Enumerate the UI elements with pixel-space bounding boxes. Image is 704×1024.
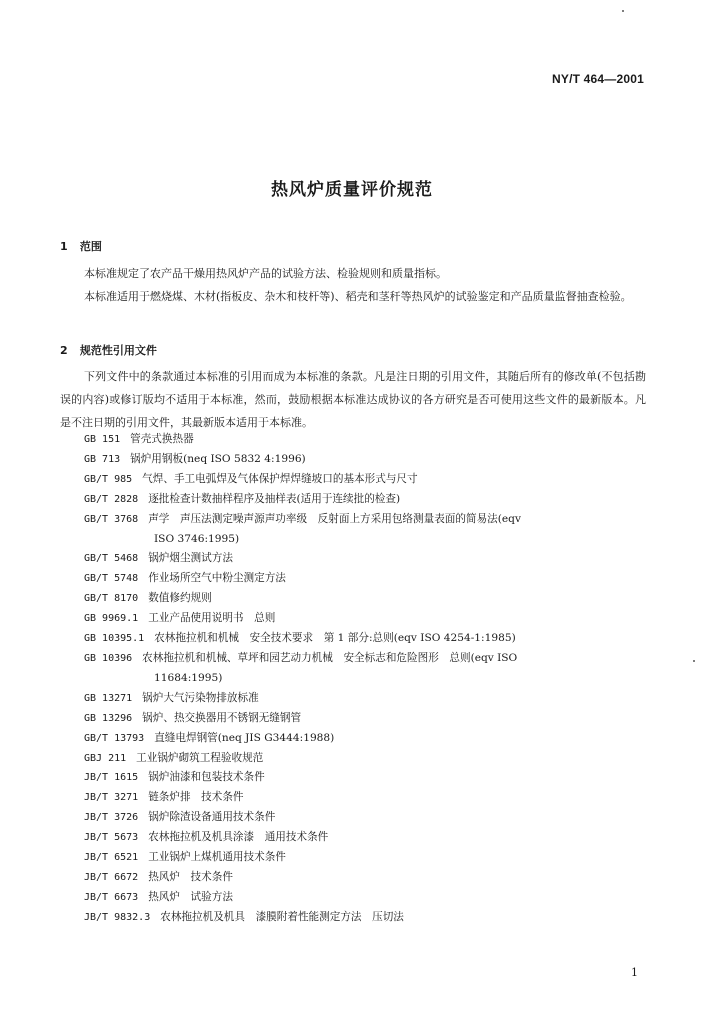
reference-item (84, 848, 650, 868)
reference-continuation: 11684:1995) (154, 671, 223, 684)
paragraph: 下列文件中的条款通过本标准的引用而成为本标准的条款。凡是注日期的引用文件，其随后所有的修改单(不包括勘误的内容)或修订版均不适用于本标准，然而，鼓励根据本标准达成协议的各方研究是否可使用这些文件的最新版本。凡是不注日期的引用文件，其最新版本适用于本标准。 (60, 370, 646, 429)
reference-code: GB/T 8170 (84, 593, 139, 605)
reference-code: JB/T 3726 (84, 812, 139, 824)
reference-code: GB 13271 (84, 692, 133, 704)
reference-item (84, 709, 650, 729)
reference-title: 管壳式换热器 (130, 433, 194, 445)
reference-item (84, 868, 650, 888)
reference-item (84, 450, 650, 470)
reference-code: GB 10395.1 (84, 633, 145, 645)
reference-title: 工业锅炉上煤机通用技术条件 (148, 851, 286, 864)
reference-code: GB 9969.1 (84, 613, 139, 625)
scan-speck (622, 10, 624, 12)
reference-code: GB 13296 (84, 712, 133, 724)
reference-code: GB/T 5748 (84, 573, 139, 585)
reference-title: 锅炉用钢板(neq ISO 5832 4:1996) (130, 452, 306, 465)
reference-code: JB/T 1615 (84, 772, 139, 784)
reference-item (84, 888, 650, 908)
page-title: 热风炉质量评价规范 (271, 180, 433, 200)
reference-title: 数值修约规则 (148, 592, 212, 605)
reference-code: JB/T 9832.3 (84, 911, 151, 923)
reference-title: 工业产品使用说明书 总则 (148, 612, 276, 625)
paragraph: 本标准适用于燃烧煤、木材(指板皮、杂木和枝杆等)、稻壳和茎秆等热风炉的试验鉴定和产品质量监督抽查检验。 (84, 290, 632, 303)
reference-code: JB/T 6673 (84, 891, 139, 903)
reference-title: 直缝电焊钢管(neq JIS G3444:1988) (154, 731, 335, 744)
reference-item (84, 828, 650, 848)
reference-title: 锅炉油漆和包装技术条件 (148, 771, 265, 784)
reference-list (84, 430, 650, 928)
reference-item (84, 749, 650, 769)
reference-title: 热风炉 技术条件 (148, 870, 233, 883)
reference-title: 锅炉烟尘测试方法 (148, 552, 233, 565)
reference-code: GB 713 (84, 453, 121, 465)
reference-title: 农林拖拉机及机具涂漆 通用技术条件 (148, 831, 329, 844)
reference-code: GBJ 211 (84, 752, 127, 764)
reference-code: GB/T 985 (84, 473, 133, 485)
section-title: 规范性引用文件 (79, 344, 157, 357)
reference-title: 农林拖拉机和机械 安全技术要求 第 1 部分:总则(eqv ISO 4254-1:1985) (154, 632, 516, 645)
reference-item (84, 649, 650, 669)
paragraph: 本标准规定了农产品干燥用热风炉产品的试验方法、检验规则和质量指标。 (84, 267, 447, 280)
reference-item-continuation (84, 669, 650, 689)
reference-item (84, 470, 650, 490)
reference-title: 锅炉除渣设备通用技术条件 (148, 811, 276, 824)
section-number: 1 (60, 240, 68, 253)
reference-code: GB 151 (84, 434, 121, 445)
page-number: 1 (631, 966, 638, 979)
reference-code: JB/T 3271 (84, 792, 139, 804)
section-title: 范围 (79, 240, 102, 253)
reference-title: 工业锅炉砌筑工程验收规范 (136, 751, 264, 764)
reference-title: 逐批检查计数抽样程序及抽样表(适用于连续批的检查) (148, 492, 401, 505)
reference-title: 农林拖拉机和机械、草坪和园艺动力机械 安全标志和危险图形 总则(eqv ISO (142, 651, 518, 664)
reference-code: GB 10396 (84, 652, 133, 664)
section-heading-scope (60, 238, 102, 254)
standard-code: NY/T 464—2001 (552, 72, 644, 86)
reference-code: GB/T 2828 (84, 493, 139, 505)
section-heading-normative-references (60, 342, 157, 358)
reference-code: JB/T 5673 (84, 832, 139, 844)
reference-item (84, 490, 650, 510)
reference-title: 锅炉大气污染物排放标准 (142, 691, 259, 704)
reference-item (84, 729, 650, 749)
reference-title: 作业场所空气中粉尘测定方法 (148, 572, 286, 585)
reference-code: GB/T 3768 (84, 513, 139, 525)
section-number: 2 (60, 344, 68, 357)
reference-title: 声学 声压法测定噪声源声功率级 反射面上方采用包络测量表面的简易法(eqv (148, 512, 521, 525)
reference-title: 农林拖拉机及机具 漆膜附着性能测定方法 压切法 (160, 910, 404, 923)
reference-continuation: ISO 3746:1995) (154, 532, 240, 545)
reference-item (84, 589, 650, 609)
reference-item (84, 808, 650, 828)
reference-title: 链条炉排 技术条件 (148, 791, 244, 804)
reference-title: 气焊、手工电弧焊及气体保护焊焊缝坡口的基本形式与尺寸 (142, 472, 418, 485)
reference-code: GB/T 13793 (84, 732, 145, 744)
reference-item (84, 788, 650, 808)
reference-code: JB/T 6672 (84, 871, 139, 883)
reference-item (84, 549, 650, 569)
reference-item (84, 430, 650, 450)
reference-item (84, 689, 650, 709)
reference-item (84, 629, 650, 649)
reference-item (84, 569, 650, 589)
reference-item-continuation (84, 530, 650, 550)
reference-item (84, 609, 650, 629)
reference-title: 热风炉 试验方法 (148, 890, 233, 903)
reference-item (84, 908, 650, 928)
reference-title: 锅炉、热交换器用不锈钢无缝钢管 (142, 711, 302, 724)
reference-code: GB/T 5468 (84, 553, 139, 565)
scan-speck (693, 660, 695, 662)
reference-item (84, 768, 650, 788)
reference-item (84, 510, 650, 530)
reference-code: JB/T 6521 (84, 852, 139, 864)
